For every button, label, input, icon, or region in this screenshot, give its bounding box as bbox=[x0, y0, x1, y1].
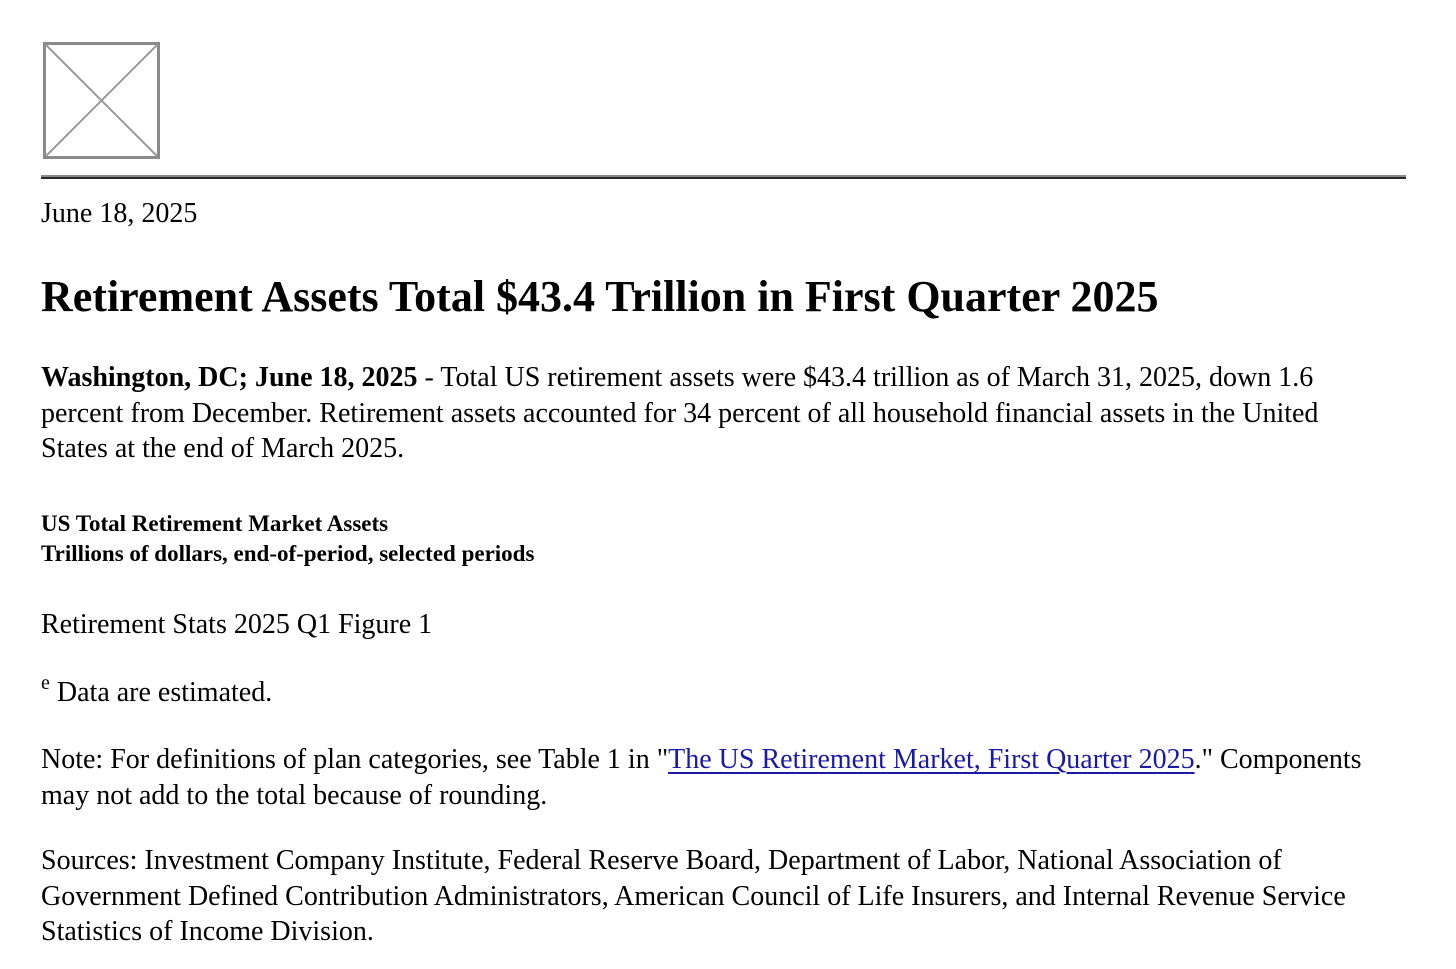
note-suffix: ." Components may not add to the total because of rounding. bbox=[41, 744, 1362, 811]
figure-title bbox=[41, 509, 534, 568]
estimated-marker: e bbox=[41, 672, 50, 694]
release-date: June 18, 2025 bbox=[41, 198, 198, 229]
header-divider bbox=[41, 175, 1406, 179]
estimated-text: Data are estimated. bbox=[49, 677, 273, 708]
figure-title-line-2: Trillions of dollars, end-of-period, selected periods bbox=[41, 540, 535, 566]
sources-note: Sources: Investment Company Institute, Federal Reserve Board, Department of Labor, National Association of Government Defined Contribution Administrators, American Council of Life Insurers, and Internal Revenue Service Statistics of Income Division. bbox=[41, 845, 1346, 947]
figure-title-line-1: US Total Retirement Market Assets bbox=[41, 511, 389, 536]
page-title: Retirement Assets Total $43.4 Trillion in First Quarter 2025 bbox=[41, 272, 1159, 321]
dateline-separator: - bbox=[417, 362, 441, 393]
estimated-note bbox=[41, 672, 273, 713]
retirement-market-report-link[interactable]: The US Retirement Market, First Quarter 2025 bbox=[668, 744, 1195, 775]
lede-body: Total US retirement assets were $43.4 trillion as of March 31, 2025, down 1.6 percent from December. Retirement assets accounted for 34 percent of all household financial assets in the United States at the end of March 2025. bbox=[41, 362, 1319, 464]
note-prefix: Note: For definitions of plan categories, see Table 1 in " bbox=[41, 744, 669, 775]
broken-image-icon bbox=[43, 42, 160, 159]
definitions-note bbox=[41, 742, 1386, 813]
figure-caption: Retirement Stats 2025 Q1 Figure 1 bbox=[41, 609, 433, 640]
lede-paragraph bbox=[41, 360, 1386, 467]
dateline: Washington, DC; June 18, 2025 bbox=[41, 362, 418, 393]
